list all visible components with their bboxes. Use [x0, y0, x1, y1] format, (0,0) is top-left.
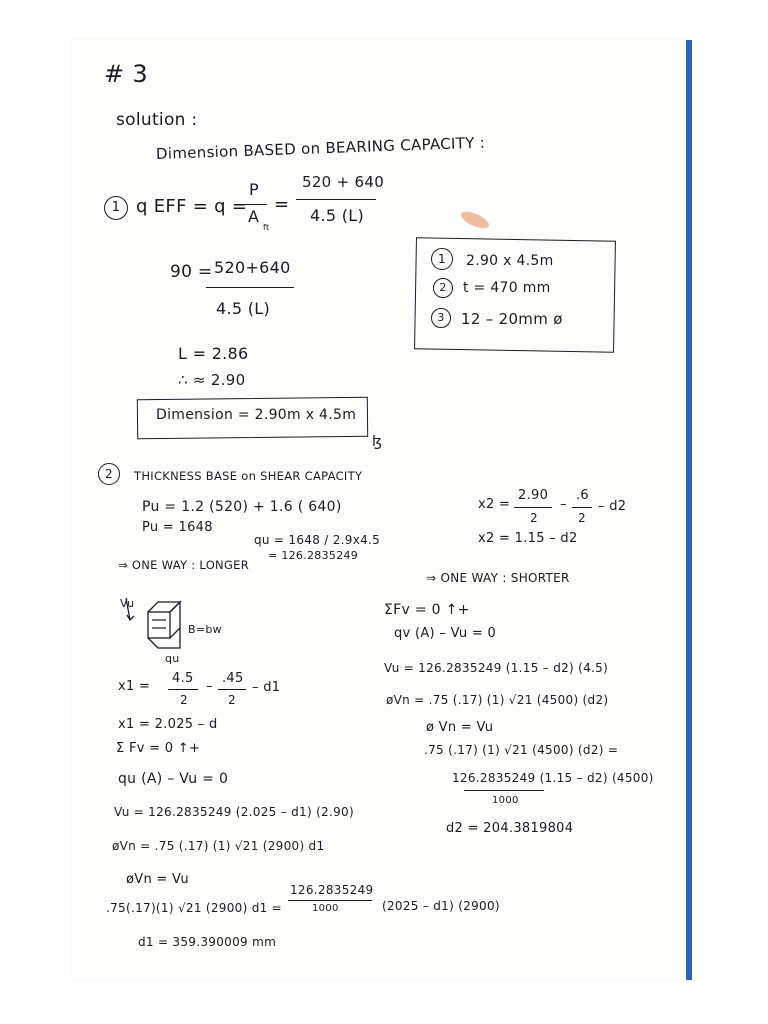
qeff-den: A: [248, 207, 260, 226]
answer-1-marker: 1: [431, 248, 453, 270]
one-way-shorter: ⇒ ONE WAY : SHORTER: [426, 571, 570, 585]
x2-minus: –: [560, 497, 567, 512]
rhs-den: 4.5 (L): [310, 206, 365, 225]
s-sum-fy: ΣFv = 0 ↑+: [384, 602, 470, 618]
qeff-frac-bar: [243, 204, 267, 205]
part2-marker: 2: [98, 463, 120, 485]
rhs-num: 520 + 640: [302, 173, 385, 191]
d2-result: d2 = 204.3819804: [446, 821, 574, 836]
x1-tail: – d1: [252, 680, 281, 695]
x2-frac1-bar: [514, 507, 552, 508]
vu-line: Vu = 126.2835249 (2.025 – d1) (2.90): [114, 805, 354, 819]
equals-sign: =: [274, 194, 290, 215]
x2-frac1-den: 2: [530, 511, 538, 525]
s-final-den: 1000: [492, 795, 519, 806]
sum-fy: Σ Fv = 0 ↑+: [116, 741, 201, 756]
s-phivn-eq: ø Vn = Vu: [426, 720, 494, 735]
page-edge-stripe: [686, 40, 692, 980]
x1-frac1-den: 2: [180, 693, 188, 707]
q-num: 520+640: [214, 258, 291, 277]
qu-value: = 126.2835249: [268, 549, 359, 562]
L-value: L = 2.86: [178, 344, 249, 363]
s-final-lhs: .75 (.17) (1) √21 (4500) (d2) =: [424, 743, 619, 757]
q-frac-bar: [206, 287, 294, 288]
part2-title: THICKNESS BASE on SHEAR CAPACITY: [134, 469, 363, 483]
one-way-longer: ⇒ ONE WAY : LONGER: [118, 558, 250, 572]
diagram-bw-label: B=bw: [188, 623, 222, 636]
answer-3-text: 12 – 20mm ø: [461, 310, 563, 328]
x2-frac2-num: .6: [576, 488, 590, 503]
diagram-vu-label: Vu: [120, 597, 135, 610]
phivn-line: øVn = .75 (.17) (1) √21 (2900) d1: [112, 839, 325, 853]
x1-frac2-den: 2: [228, 693, 236, 707]
x1-line: x1 =: [118, 679, 151, 694]
x1-frac1-num: 4.5: [172, 671, 194, 686]
qeff-num: P: [249, 180, 259, 199]
part1-marker: 1: [104, 196, 128, 220]
x1-frac2-bar: [218, 689, 246, 690]
final-lhs: .75(.17)(1) √21 (2900) d1 =: [106, 901, 283, 915]
block-front: [148, 612, 170, 638]
qeff-den-sub: ft: [263, 223, 270, 232]
answer-3-marker: 3: [431, 308, 451, 328]
final-den: 1000: [312, 903, 339, 914]
q-den: 4.5 (L): [216, 299, 271, 318]
final-num: 126.2835249: [290, 883, 374, 897]
s-final-frac-bar: [464, 790, 544, 791]
block-side: [170, 602, 180, 638]
rhs-frac-bar: [296, 199, 376, 200]
x2-tail: – d2: [598, 499, 627, 514]
L-approx: ∴ ≈ 2.90: [178, 371, 246, 389]
d1-result: d1 = 359.390009 mm: [138, 935, 277, 949]
final-rhs: (2025 – d1) (2900): [382, 899, 500, 913]
x2-result: x2 = 1.15 – d2: [478, 531, 578, 546]
x2-frac2-bar: [572, 507, 592, 508]
x1-frac1-bar: [168, 689, 198, 690]
answer-1-text: 2.90 x 4.5m: [466, 253, 554, 269]
x2-frac1-num: 2.90: [518, 488, 549, 503]
s-eq-qu: qv (A) – Vu = 0: [394, 626, 497, 641]
check-mark: ɮ: [372, 434, 383, 450]
x1-minus: –: [206, 679, 213, 694]
x1-frac2-num: .45: [222, 671, 244, 686]
s-final-num: 126.2835249 (1.15 – d2) (4500): [452, 771, 654, 785]
pu-line: Pu = 1.2 (520) + 1.6 ( 640): [142, 499, 342, 515]
q-lhs: 90 =: [170, 262, 213, 282]
dimension-result: Dimension = 2.90m x 4.5m: [156, 407, 357, 423]
s-vu-line: Vu = 126.2835249 (1.15 – d2) (4.5): [384, 661, 609, 675]
solution-label: solution :: [116, 110, 198, 130]
section-title: Dimension BASED on BEARING CAPACITY :: [155, 133, 486, 163]
answer-2-marker: 2: [433, 278, 453, 298]
x1-result: x1 = 2.025 – d: [118, 717, 218, 732]
problem-number: # 3: [104, 60, 148, 88]
answer-2-text: t = 470 mm: [463, 280, 551, 296]
qu-line: qu = 1648 / 2.9x4.5: [254, 533, 381, 547]
x2-frac2-den: 2: [578, 511, 586, 525]
final-frac-bar: [288, 900, 372, 901]
phivn-eq: øVn = Vu: [126, 872, 189, 887]
qeff-lhs: q EFF = q =: [136, 196, 248, 217]
x2-line: x2 =: [478, 497, 511, 512]
pu-value: Pu = 1648: [142, 520, 213, 535]
block-hatch: [148, 620, 180, 648]
s-phivn-line: øVn = .75 (.17) (1) √21 (4500) (d2): [386, 693, 609, 707]
eq-qu: qu (A) – Vu = 0: [118, 771, 229, 787]
diagram-qu-label: qu: [165, 652, 180, 665]
